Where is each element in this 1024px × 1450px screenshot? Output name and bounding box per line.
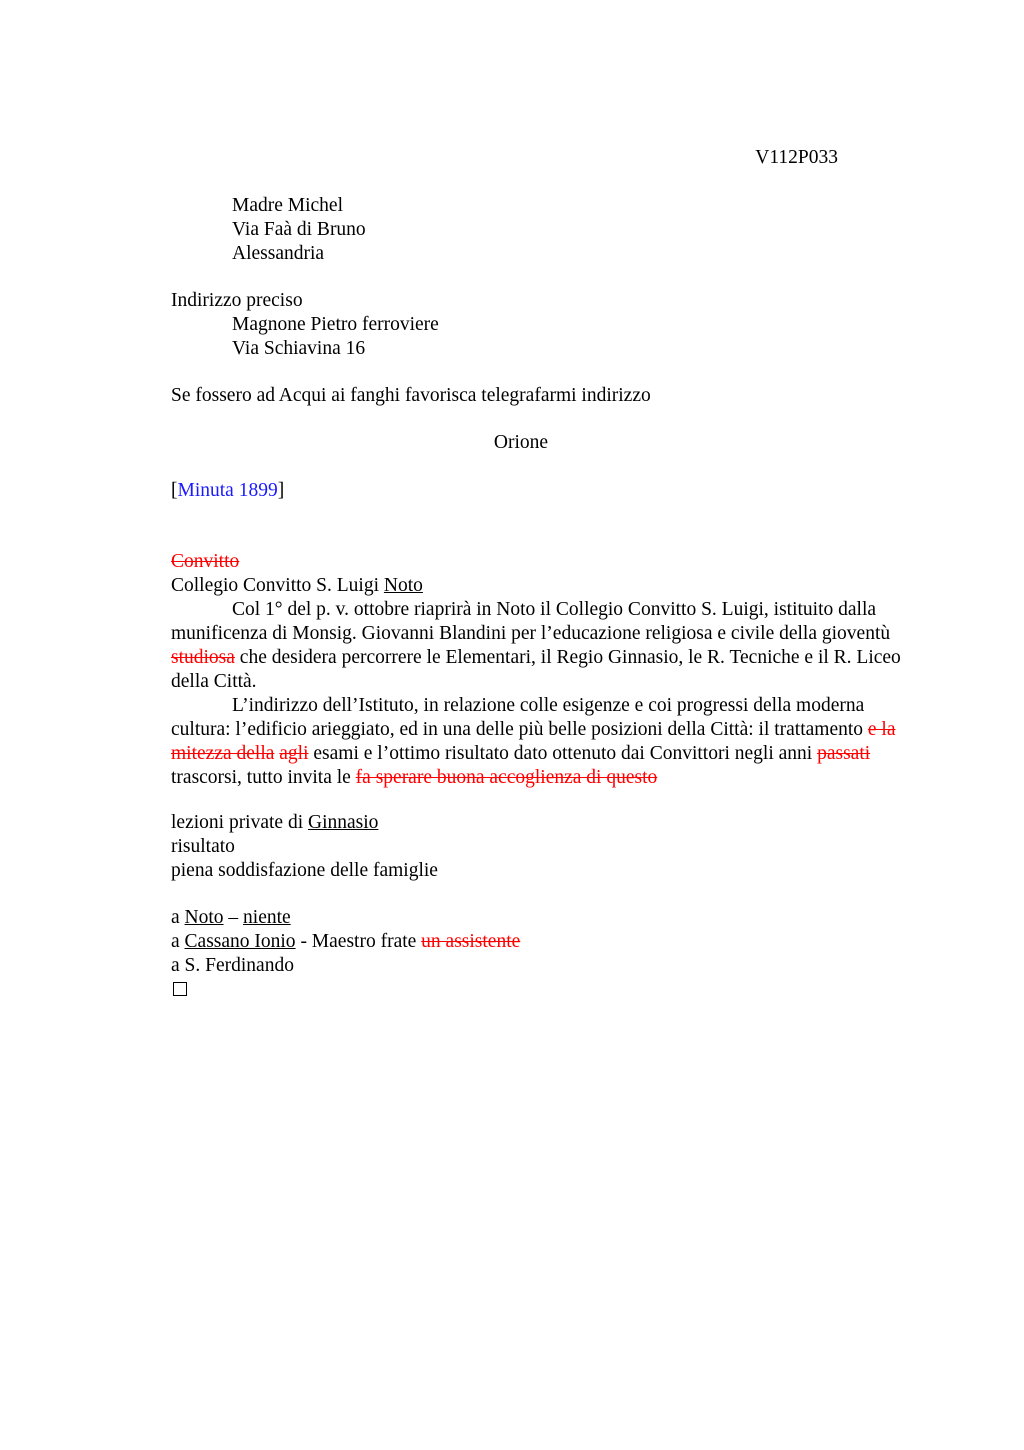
paragraph-2-text-a: L’indirizzo dell’Istituto, in relazione colle esigenze e coi progressi della moderna cultura: l’edificio arieggiato, ed in una delle più belle posizioni della Città: il trattamento (171, 695, 868, 740)
note-line-1 (171, 811, 438, 835)
precise-address-heading: Indirizzo preciso (171, 290, 303, 311)
note-line-1-word: Ginnasio (308, 812, 379, 833)
telegram-message: Se fossero ad Acqui ai fanghi favorisca telegrafarmi indirizzo (171, 385, 651, 406)
document-reference: V112P033 (755, 147, 838, 168)
place-line-3: a S. Ferdinando (171, 955, 294, 976)
precise-address (171, 289, 439, 361)
checkbox-line (171, 978, 520, 1002)
place-2-text: - Maestro frate (295, 931, 422, 952)
minuta-close-bracket: ] (277, 480, 285, 501)
recipient-name: Madre Michel (232, 195, 344, 216)
draft-title-place: Noto (383, 575, 423, 596)
empty-square-icon (173, 982, 187, 996)
places-block (171, 906, 520, 1002)
notes-block (171, 811, 438, 883)
paragraph-1-text-a: Col 1° del p. v. ottobre riaprirà in Noto il Collegio Convitto S. Luigi, istituito dalla munificenza di Monsig. Giovanni Blandini per l’educazione religiosa e civile della gioventù (171, 599, 891, 644)
struck-title: Convitto (171, 551, 240, 572)
paragraph-2-deletion-d: fa sperare buona accoglienza di questo (355, 767, 658, 788)
minuta-open-bracket: [ (171, 480, 178, 501)
draft-section (171, 550, 923, 790)
place-2-deletion: un assistente (421, 931, 521, 952)
recipient-city: Alessandria (232, 243, 325, 264)
place-1-name: Noto (184, 907, 224, 928)
place-line-1 (171, 906, 520, 930)
paragraph-1-text-b: che desidera percorrere le Elementari, il Regio Ginnasio, le R. Tecniche e il R. Liceo della Città. (171, 647, 901, 692)
paragraph-2-deletion-b: agli (279, 743, 309, 764)
place-1-value: niente (243, 907, 291, 928)
place-1-separator: – (223, 907, 244, 928)
place-2-prefix: a (171, 931, 185, 952)
paragraph-2-text-b: esami e l’ottimo risultato dato ottenuto dai Convittori negli anni (308, 743, 818, 764)
note-line-3: piena soddisfazione delle famiglie (171, 860, 438, 881)
paragraph-1-deletion: studiosa (171, 647, 235, 668)
note-line-1-prefix: lezioni private di (171, 812, 308, 833)
recipient-address (171, 194, 366, 266)
paragraph-2-deletion-c: passati (817, 743, 871, 764)
recipient-street: Via Faà di Bruno (232, 219, 366, 240)
note-line-2: risultato (171, 836, 235, 857)
precise-address-line2: Via Schiavina 16 (232, 338, 366, 359)
draft-title-prefix: Collegio Convitto S. Luigi (171, 575, 384, 596)
draft-paragraph-1 (171, 598, 923, 694)
place-1-prefix: a (171, 907, 185, 928)
place-line-2 (171, 930, 520, 954)
draft-paragraph-2 (171, 694, 923, 790)
minuta-note (171, 479, 284, 503)
place-2-name: Cassano Ionio (184, 931, 296, 952)
minuta-label: Minuta 1899 (177, 480, 278, 501)
draft-title (171, 574, 923, 598)
paragraph-2-deletion-a: e la mitezza della (171, 719, 896, 764)
paragraph-2-text-c: trascorsi, tutto invita le (171, 767, 356, 788)
signature: Orione (493, 432, 549, 453)
precise-address-line1: Magnone Pietro ferroviere (232, 314, 439, 335)
